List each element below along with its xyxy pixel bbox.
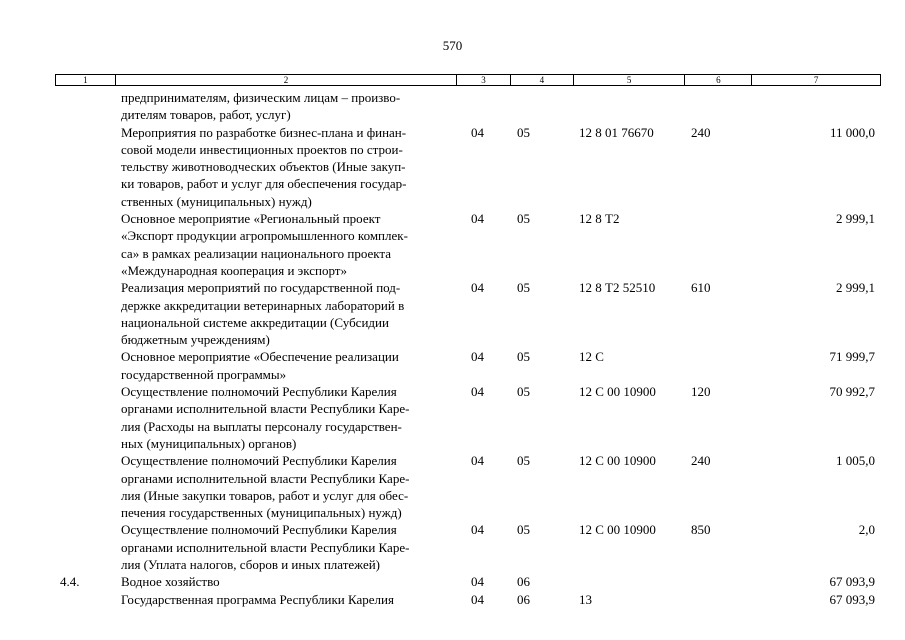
row-description: Осуществление полномочий Республики Карелия органами исполнительной власти Республики Каре- лия (Расходы на выплаты персоналу государствен- ных (муниципальных) органов) bbox=[121, 384, 410, 451]
row-description: Государственная программа Республики Карелия bbox=[121, 591, 394, 607]
row-section: 04 bbox=[471, 522, 484, 538]
table-row bbox=[0, 591, 905, 608]
header-col-4: 4 bbox=[511, 75, 574, 85]
row-target-code: 12 С 00 10900 bbox=[579, 453, 656, 469]
row-target-code: 12 С bbox=[579, 349, 604, 365]
row-subsection: 06 bbox=[517, 574, 530, 590]
row-amount: 70 992,7 bbox=[829, 384, 875, 400]
table-row bbox=[0, 452, 905, 521]
row-subsection: 05 bbox=[517, 384, 530, 400]
row-target-code: 12 С 00 10900 bbox=[579, 384, 656, 400]
header-col-2: 2 bbox=[116, 75, 457, 85]
row-section: 04 bbox=[471, 124, 484, 140]
row-description: Основное мероприятие «Обеспечение реализации государственной программы» bbox=[121, 349, 399, 382]
row-section: 04 bbox=[471, 574, 484, 590]
row-amount: 11 000,0 bbox=[829, 124, 875, 140]
header-col-7: 7 bbox=[813, 75, 819, 85]
table-row bbox=[0, 279, 905, 348]
header-col-3: 3 bbox=[457, 75, 511, 85]
row-expense-type: 240 bbox=[691, 124, 711, 140]
table-body bbox=[0, 89, 905, 608]
row-subsection: 05 bbox=[517, 453, 530, 469]
row-amount: 1 005,0 bbox=[836, 453, 875, 469]
row-amount: 67 093,9 bbox=[829, 591, 875, 607]
row-description: Водное хозяйство bbox=[121, 574, 220, 590]
row-subsection: 05 bbox=[517, 211, 530, 227]
row-subsection: 05 bbox=[517, 280, 530, 296]
table-row bbox=[0, 573, 905, 590]
row-section: 04 bbox=[471, 280, 484, 296]
row-description: Реализация мероприятий по государственной под- держке аккредитации ветеринарных лабораторий в национальной системе аккредитации (Субсидии бюджетным учреждениям) bbox=[121, 280, 405, 348]
page-number: 570 bbox=[442, 38, 463, 53]
row-subsection: 06 bbox=[517, 591, 530, 607]
header-col-6: 6 bbox=[685, 75, 752, 85]
row-section: 04 bbox=[471, 453, 484, 469]
row-expense-type: 610 bbox=[691, 280, 711, 296]
row-description: Мероприятия по разработке бизнес-плана и финан- совой модели инвестиционных проектов по строи- тельству животноводческих объектов (Иные закуп- ки товаров, работ и услуг для обеспечения государ- ственных (муниципальных) нужд) bbox=[121, 124, 407, 209]
row-subsection: 05 bbox=[517, 349, 530, 365]
table-row bbox=[0, 521, 905, 573]
row-expense-type: 120 bbox=[691, 384, 711, 400]
row-expense-type: 240 bbox=[691, 453, 711, 469]
table-row bbox=[0, 124, 905, 210]
row-target-code: 12 С 00 10900 bbox=[579, 522, 656, 538]
row-target-code: 13 bbox=[579, 591, 592, 607]
row-section: 04 bbox=[471, 211, 484, 227]
row-amount: 71 999,7 bbox=[829, 349, 875, 365]
table-row bbox=[0, 383, 905, 452]
row-target-code: 12 8 Т2 52510 bbox=[579, 280, 656, 296]
row-section: 04 bbox=[471, 349, 484, 365]
row-section: 04 bbox=[471, 384, 484, 400]
row-section: 04 bbox=[471, 591, 484, 607]
row-subsection: 05 bbox=[517, 522, 530, 538]
row-amount: 2 999,1 bbox=[836, 211, 875, 227]
header-col-1: 1 bbox=[56, 75, 116, 85]
row-expense-type: 850 bbox=[691, 522, 711, 538]
header-col-5: 5 bbox=[574, 75, 686, 85]
row-target-code: 12 8 01 76670 bbox=[579, 124, 654, 140]
row-number: 4.4. bbox=[60, 574, 80, 590]
table-row bbox=[0, 89, 905, 124]
row-amount: 2 999,1 bbox=[836, 280, 875, 296]
row-description: Осуществление полномочий Республики Карелия органами исполнительной власти Республики Каре- лия (Иные закупки товаров, работ и услуг для обес- печения государственных (муниципальных) нужд) bbox=[121, 453, 410, 521]
table-row bbox=[0, 210, 905, 279]
row-description: Осуществление полномочий Республики Карелия органами исполнительной власти Республики Каре- лия (Уплата налогов, сборов и иных платежей) bbox=[121, 522, 410, 573]
table-row bbox=[0, 348, 905, 383]
row-amount: 67 093,9 bbox=[829, 574, 875, 590]
row-subsection: 05 bbox=[517, 124, 530, 140]
row-description: Основное мероприятие «Региональный проект «Экспорт продукции агропромышленного комплек- са» в рамках реализации национального проекта «Международная кооперация и экспорт» bbox=[121, 211, 408, 278]
row-description: предпринимателям, физическим лицам – произво- дителям товаров, работ, услуг) bbox=[121, 90, 401, 123]
row-target-code: 12 8 Т2 bbox=[579, 211, 620, 227]
table-header bbox=[55, 74, 881, 86]
row-amount: 2,0 bbox=[858, 522, 875, 538]
